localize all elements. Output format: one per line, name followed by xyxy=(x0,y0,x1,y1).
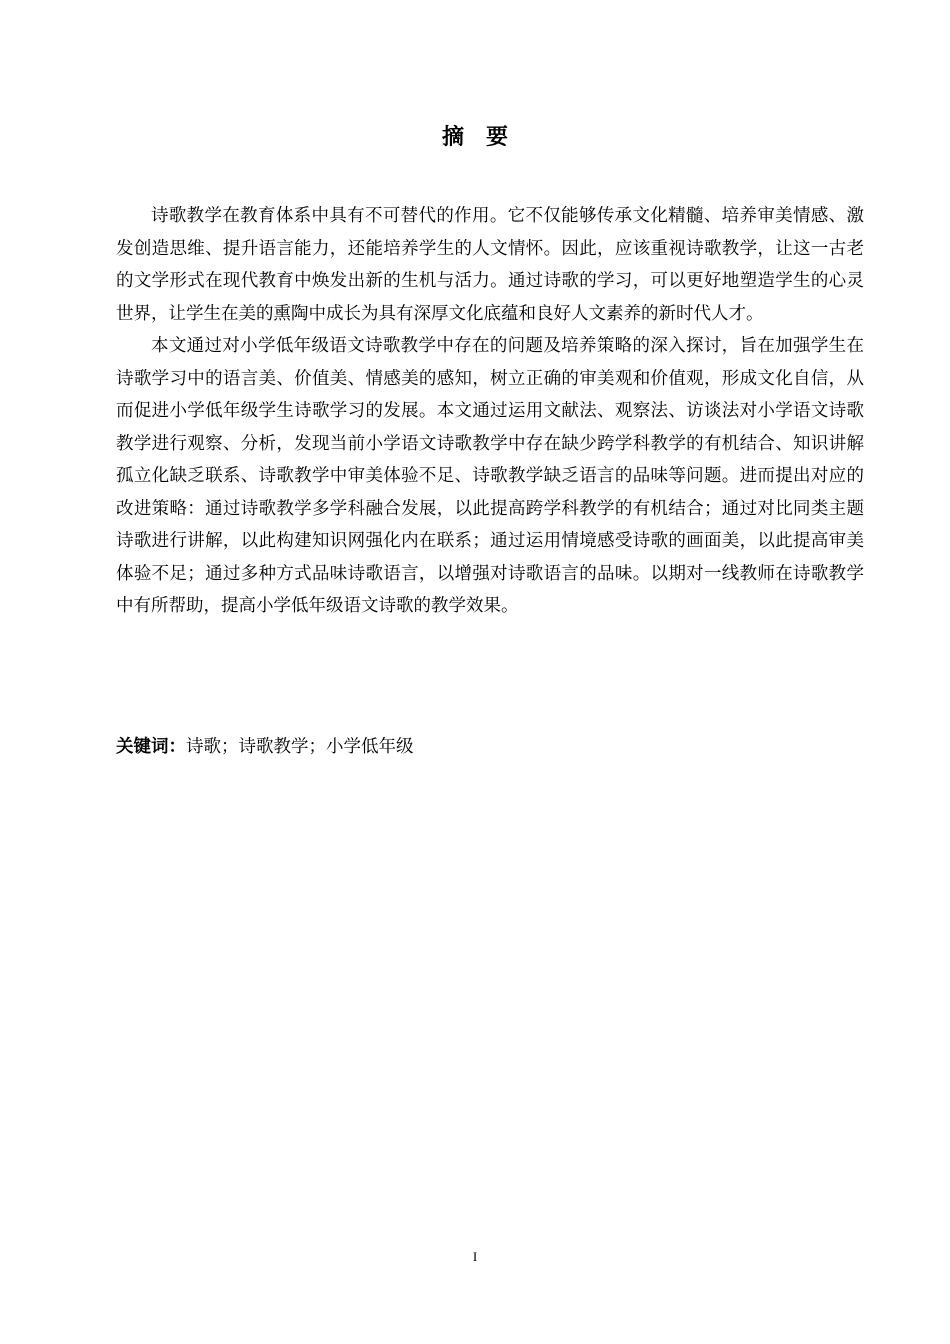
abstract-paragraph-1: 诗歌教学在教育体系中具有不可替代的作用。它不仅能够传承文化精髓、培养审美情感、激发创造思维、提升语言能力，还能培养学生的人文情怀。因此，应该重视诗歌教学，让这一古老的文学形式在现代教育中焕发出新的生机与活力。通过诗歌的学习，可以更好地塑造学生的心灵世界，让学生在美的熏陶中成长为具有深厚文化底蕴和良好人文素养的新时代人才。 xyxy=(116,206,864,324)
keywords-label: 关键词： xyxy=(116,737,186,757)
page-number: I xyxy=(472,1249,478,1264)
keywords-value: 诗歌；诗歌教学；小学低年级 xyxy=(186,737,414,757)
keywords-line xyxy=(116,732,864,762)
abstract-title: 摘要 xyxy=(441,125,530,150)
abstract-body xyxy=(116,200,864,623)
abstract-paragraph-2: 本文通过对小学低年级语文诗歌教学中存在的问题及培养策略的深入探讨，旨在加强学生在诗歌学习中的语言美、价值美、情感美的感知，树立正确的审美观和价值观，形成文化自信，从而促进小学低年级学生诗歌学习的发展。本文通过运用文献法、观察法、访谈法对小学语文诗歌教学进行观察、分析，发现当前小学语文诗歌教学中存在缺少跨学科教学的有机结合、知识讲解孤立化缺乏联系、诗歌教学中审美体验不足、诗歌教学缺乏语言的品味等问题。进而提出对应的改进策略：通过诗歌教学多学科融合发展，以此提高跨学科教学的有机结合；通过对比同类主题诗歌进行讲解，以此构建知识网强化内在联系；通过运用情境感受诗歌的画面美，以此提高审美体验不足；通过多种方式品味诗歌语言，以增强对诗歌语言的品味。以期对一线教师在诗歌教学中有所帮助，提高小学低年级语文诗歌的教学效果。 xyxy=(116,336,864,616)
